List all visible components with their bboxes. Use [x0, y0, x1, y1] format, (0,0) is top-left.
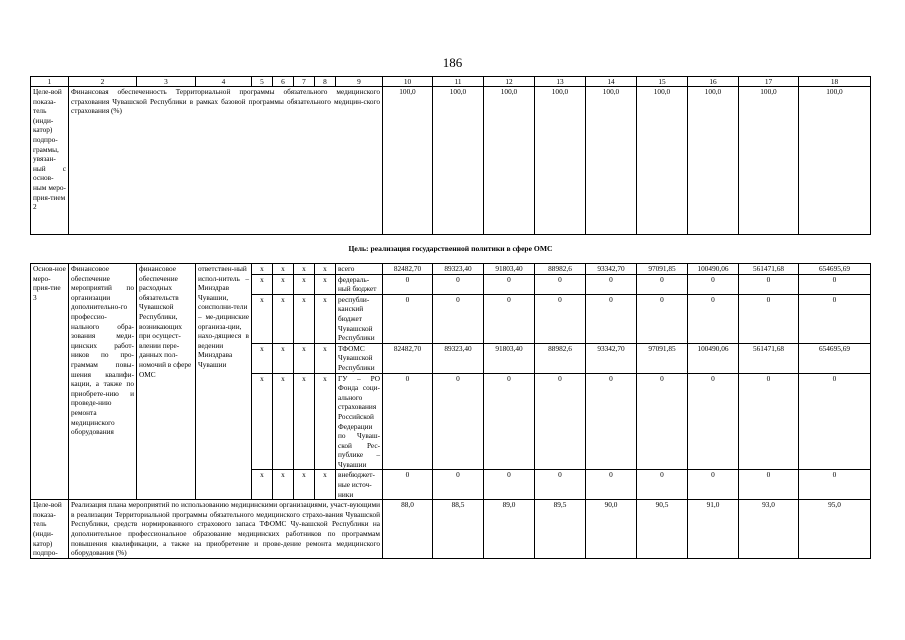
- value-cell: 0: [799, 274, 871, 294]
- value-cell: 0: [688, 294, 739, 343]
- value-cell: 0: [637, 470, 688, 500]
- col-header: 5: [252, 77, 273, 87]
- indicator-value: 95,0: [799, 500, 871, 559]
- indicator-value: 100,0: [799, 87, 871, 235]
- value-cell: 0: [799, 294, 871, 343]
- value-cell: 0: [535, 373, 586, 470]
- col-header: 10: [383, 77, 433, 87]
- indicator-value: 91,0: [688, 500, 739, 559]
- col-header: 2: [69, 77, 137, 87]
- value-cell: 0: [688, 470, 739, 500]
- value-cell: 0: [637, 373, 688, 470]
- program-table: [30, 76, 871, 559]
- code-cell: x: [252, 343, 273, 373]
- activity-label: Основ-ное меро-прия-тие 3: [31, 264, 69, 500]
- source-name: ТФОМС Чувашской Республики: [336, 343, 383, 373]
- code-cell: x: [294, 343, 315, 373]
- value-cell: 0: [484, 373, 535, 470]
- value-cell: 100490,06: [688, 264, 739, 275]
- code-cell: x: [252, 373, 273, 470]
- value-cell: 89323,40: [433, 264, 484, 275]
- col-header: 11: [433, 77, 484, 87]
- value-cell: 0: [383, 373, 433, 470]
- code-cell: x: [252, 264, 273, 275]
- indicator-value: 89,0: [484, 500, 535, 559]
- value-cell: 0: [586, 470, 637, 500]
- col-header: 13: [535, 77, 586, 87]
- code-cell: x: [252, 274, 273, 294]
- value-cell: 0: [383, 294, 433, 343]
- value-cell: 561471,68: [739, 343, 799, 373]
- activity-name: Финансовое обеспечение мероприятий по организации дополнительно-го профессио-нального обра-зования меди-цинских работ-ников по про-граммам повы-шения квалифи-кации, а также по приобрете-нию и проведе-нию ремонта медицинского оборудования: [69, 264, 137, 500]
- value-cell: 82482,70: [383, 264, 433, 275]
- source-name: федераль-ный бюджет: [336, 274, 383, 294]
- col-header: 12: [484, 77, 535, 87]
- header-row: [31, 77, 871, 87]
- value-cell: 93342,70: [586, 343, 637, 373]
- indicator-description: Реализация плана мероприятий по использованию медицинскими организациями, участ-вующими в реализации Территориальной программы обязательного медицинского страхо-вания Чувашской Республики, средств нормированного страхового запаса ТФОМС Чу-вашской Республики на дополнительное профессиональное образование медицинских работников по программам повышения квалификации, а также на приобретение и прове-дение ремонта медицинского оборудования (%): [69, 500, 383, 559]
- value-cell: 0: [637, 294, 688, 343]
- indicator-value: 100,0: [637, 87, 688, 235]
- code-cell: x: [273, 470, 294, 500]
- indicator-description: Финансовая обеспеченность Территориальной программы обязательного медицинского страхования Чувашской Республики в рамках базовой программы обязательного медицин-ского страхования (%): [69, 87, 383, 235]
- code-cell: x: [273, 274, 294, 294]
- code-cell: x: [273, 294, 294, 343]
- value-cell: 0: [433, 294, 484, 343]
- indicator-value: 89,5: [535, 500, 586, 559]
- activity-task: финансовое обеспечение расходных обязательств Чувашской Республики, возникающих при осущест-влении пере-данных пол-номочий в сфере ОМС: [137, 264, 196, 500]
- code-cell: x: [294, 264, 315, 275]
- col-header: 7: [294, 77, 315, 87]
- col-header: 16: [688, 77, 739, 87]
- indicator-row-1: [31, 87, 871, 235]
- indicator-value: 100,0: [586, 87, 637, 235]
- value-cell: 0: [433, 470, 484, 500]
- indicator-value: 100,0: [739, 87, 799, 235]
- indicator-value: 100,0: [688, 87, 739, 235]
- value-cell: 0: [739, 294, 799, 343]
- col-header: 8: [315, 77, 336, 87]
- code-cell: x: [294, 373, 315, 470]
- code-cell: x: [252, 294, 273, 343]
- value-cell: 0: [535, 274, 586, 294]
- indicator-value: 100,0: [383, 87, 433, 235]
- value-cell: 97091,85: [637, 343, 688, 373]
- value-cell: 100490,06: [688, 343, 739, 373]
- col-header: 6: [273, 77, 294, 87]
- indicator-value: 100,0: [535, 87, 586, 235]
- indicator-value: 88,5: [433, 500, 484, 559]
- indicator-row-2: [31, 500, 871, 559]
- col-header: 17: [739, 77, 799, 87]
- value-cell: 0: [586, 294, 637, 343]
- indicator-value: 100,0: [484, 87, 535, 235]
- value-cell: 91803,40: [484, 264, 535, 275]
- source-name: всего: [336, 264, 383, 275]
- value-cell: 0: [739, 470, 799, 500]
- value-cell: 0: [586, 274, 637, 294]
- goal-title: Цель: реализация государственной политики в сфере ОМС: [31, 235, 871, 264]
- indicator-value: 93,0: [739, 500, 799, 559]
- code-cell: x: [294, 294, 315, 343]
- indicator-label: Целе-вой показа-тель (инди-катор) подпро-граммы, увязан-ный с основ-ным меро-прия-тием 2: [31, 87, 69, 235]
- col-header: 4: [196, 77, 252, 87]
- value-cell: 0: [383, 470, 433, 500]
- value-cell: 654695,69: [799, 343, 871, 373]
- value-cell: 0: [637, 274, 688, 294]
- value-cell: 654695,69: [799, 264, 871, 275]
- indicator-value: 90,5: [637, 500, 688, 559]
- value-cell: 97091,85: [637, 264, 688, 275]
- value-cell: 0: [484, 470, 535, 500]
- code-cell: x: [315, 470, 336, 500]
- source-name: внебюджет-ные источ-ники: [336, 470, 383, 500]
- value-cell: 82482,70: [383, 343, 433, 373]
- col-header: 1: [31, 77, 69, 87]
- value-cell: 93342,70: [586, 264, 637, 275]
- value-cell: 0: [799, 470, 871, 500]
- indicator-value: 100,0: [433, 87, 484, 235]
- code-cell: x: [273, 343, 294, 373]
- value-cell: 0: [383, 274, 433, 294]
- value-cell: 0: [688, 274, 739, 294]
- code-cell: x: [315, 274, 336, 294]
- value-cell: 561471,68: [739, 264, 799, 275]
- goal-row: [31, 235, 871, 264]
- code-cell: x: [315, 343, 336, 373]
- value-cell: 0: [484, 294, 535, 343]
- code-cell: x: [294, 274, 315, 294]
- col-header: 9: [336, 77, 383, 87]
- value-cell: 0: [535, 470, 586, 500]
- source-name: республи-канский бюджет Чувашской Республики: [336, 294, 383, 343]
- value-cell: 88982,6: [535, 264, 586, 275]
- col-header: 3: [137, 77, 196, 87]
- value-cell: 0: [484, 274, 535, 294]
- value-cell: 89323,40: [433, 343, 484, 373]
- value-cell: 0: [586, 373, 637, 470]
- value-cell: 0: [739, 373, 799, 470]
- source-row: [31, 264, 871, 275]
- code-cell: x: [315, 373, 336, 470]
- col-header: 18: [799, 77, 871, 87]
- code-cell: x: [315, 294, 336, 343]
- code-cell: x: [273, 373, 294, 470]
- indicator-value: 88,0: [383, 500, 433, 559]
- page-number: 186: [442, 55, 463, 70]
- value-cell: 0: [799, 373, 871, 470]
- value-cell: 0: [688, 373, 739, 470]
- col-header: 15: [637, 77, 688, 87]
- value-cell: 88982,6: [535, 343, 586, 373]
- value-cell: 91803,40: [484, 343, 535, 373]
- indicator-value: 90,0: [586, 500, 637, 559]
- value-cell: 0: [739, 274, 799, 294]
- activity-responsible: ответствен-ный испол-нитель – Минздрав Чувашии, соисполни-тели – ме-дицинские организа-ции, нахо-дящиеся в ведении Минздрава Чувашии: [196, 264, 252, 500]
- indicator-label: Целе-вой показа-тель (инди-катор) подпро-: [31, 500, 69, 559]
- code-cell: x: [315, 264, 336, 275]
- code-cell: x: [294, 470, 315, 500]
- code-cell: x: [252, 470, 273, 500]
- value-cell: 0: [433, 274, 484, 294]
- code-cell: x: [273, 264, 294, 275]
- col-header: 14: [586, 77, 637, 87]
- value-cell: 0: [433, 373, 484, 470]
- source-name: ГУ – РО Фонда соци-ального страхования Российской Федерации по Чуваш-ской Рес-публике – Чувашии: [336, 373, 383, 470]
- value-cell: 0: [535, 294, 586, 343]
